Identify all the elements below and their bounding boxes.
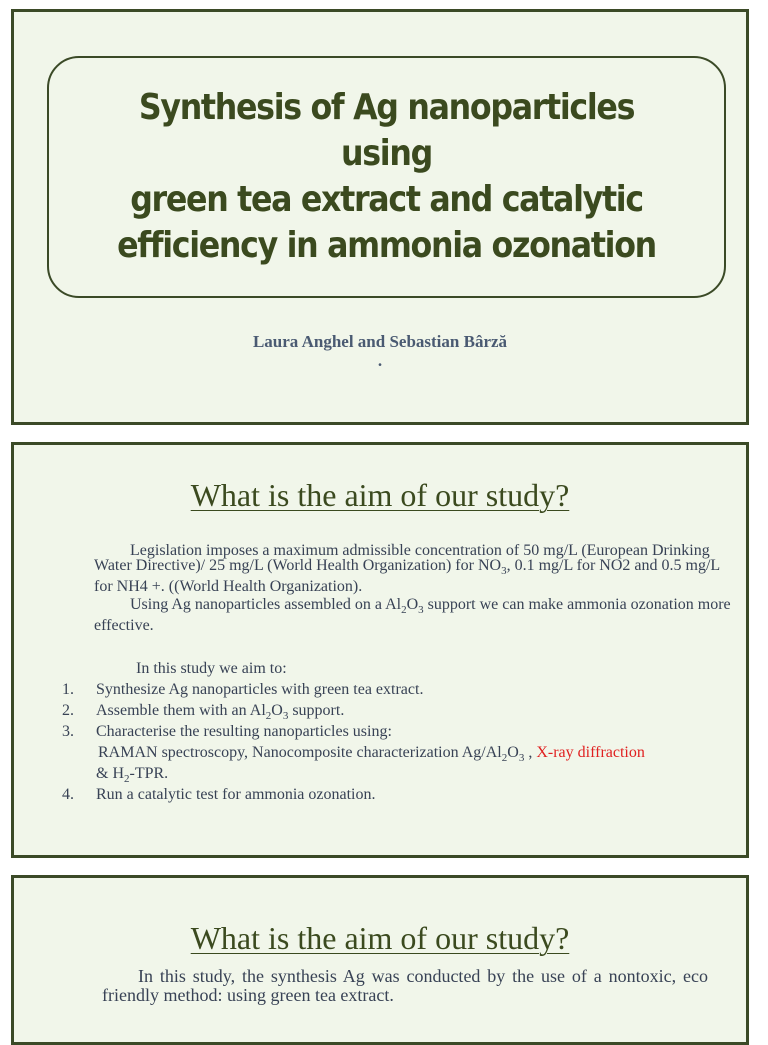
list-text: Assemble them with an Al	[96, 702, 266, 719]
title-line: green tea extract and catalytic	[130, 179, 643, 220]
title-slide	[11, 9, 749, 425]
list-number: 2.	[62, 702, 74, 719]
list-text: Synthesize Ag nanoparticles with green tea extract.	[96, 681, 424, 698]
list-intro: In this study we aim to:	[136, 660, 287, 677]
list-number: 4.	[62, 786, 74, 803]
list-text: -TPR.	[129, 765, 169, 782]
list-item	[62, 784, 742, 805]
subscript: 3	[418, 604, 424, 617]
list-item	[62, 679, 742, 700]
paragraph-text: , 0.1 mg/L for NO2 and 0.5 mg/L for NH4 +. ((World Health Organization).	[94, 557, 720, 596]
title-box	[47, 56, 726, 298]
support-paragraph	[94, 597, 734, 633]
aims-list	[62, 679, 742, 805]
paragraph-text: support we can make ammonia ozonation more effective.	[94, 596, 731, 635]
techniques-line	[62, 742, 742, 763]
subscript: 2	[401, 604, 407, 617]
subscript: 3	[501, 565, 507, 578]
list-text: Characterise the resulting nanoparticles using:	[96, 723, 392, 740]
list-text: ,	[524, 744, 537, 761]
subscript: 3	[518, 752, 525, 765]
paragraph-text: O	[406, 596, 419, 613]
list-number: 1.	[62, 681, 74, 698]
list-text: & H	[96, 765, 124, 782]
legislation-paragraph	[94, 543, 734, 594]
subscript: 2	[501, 752, 508, 765]
list-item	[62, 721, 742, 742]
paragraph-text: Using Ag nanoparticles assembled on a Al	[130, 596, 402, 613]
subscript: 3	[282, 710, 289, 723]
list-text: O	[271, 702, 283, 719]
synthesis-slide	[11, 875, 749, 1045]
title-line: efficiency in ammonia ozonation	[117, 225, 656, 266]
title-line: Synthesis of Ag nanoparticles using	[138, 87, 635, 174]
xrd-highlight: X-ray diffraction	[536, 744, 645, 761]
list-text: O	[507, 744, 519, 761]
slide-heading: What is the aim of our study?	[190, 477, 570, 513]
list-item	[62, 700, 742, 721]
synthesis-paragraph	[102, 967, 708, 1005]
slide-heading: What is the aim of our study?	[190, 920, 570, 956]
list-number: 3.	[62, 723, 74, 740]
subscript: 2	[124, 773, 130, 786]
list-text: support.	[288, 702, 345, 719]
techniques-line	[62, 763, 742, 784]
aim-slide	[11, 442, 749, 858]
list-text: Run a catalytic test for ammonia ozonation.	[96, 786, 376, 803]
subscript: 2	[265, 710, 272, 723]
authors: Laura Anghel and Sebastian Bârză	[252, 332, 508, 351]
slide-title	[90, 85, 684, 269]
paragraph-text: Legislation imposes a maximum admissible concentration of 50 mg/L (European Drinking Water Directive)/ 25 mg/L (World Health Organization) for NO	[94, 542, 710, 574]
list-text: RAMAN spectroscopy, Nanocomposite characterization Ag/Al	[98, 744, 502, 761]
paragraph-text: In this study, the synthesis Ag was conducted by the use of a nontoxic, eco friendly method: using green tea extract.	[102, 966, 708, 1005]
authors-dot: .	[377, 351, 383, 370]
